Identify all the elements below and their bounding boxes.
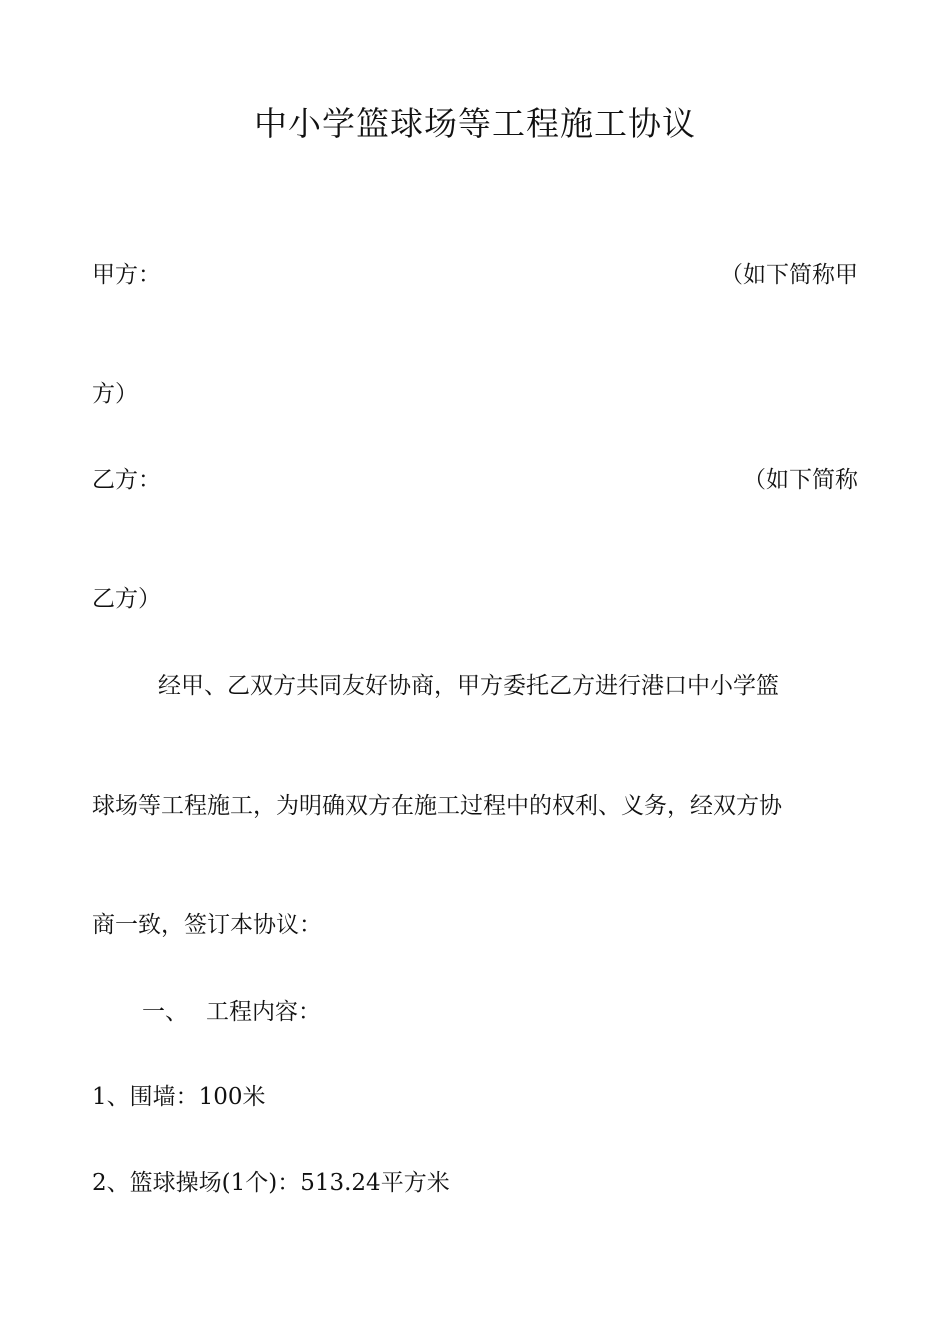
party-b-note-end: 乙方） [92, 586, 161, 612]
party-a-note-end: 方） [92, 381, 138, 407]
party-b-label: 乙方： [92, 467, 161, 493]
party-b-note-start: （如下简称 [743, 467, 858, 493]
list-item-2: 2、篮球操场(1个)：513.24平方米 [92, 1170, 450, 1196]
intro-paragraph-line-1: 经甲、乙双方共同友好协商，甲方委托乙方进行港口中小学篮 [158, 673, 779, 699]
intro-paragraph-line-3: 商一致，签订本协议： [92, 912, 322, 938]
section-1-number: 一、 [142, 999, 188, 1025]
document-title: 中小学篮球场等工程施工协议 [254, 104, 696, 143]
party-a-label: 甲方： [92, 262, 161, 288]
party-a-note-start: （如下简称甲 [720, 262, 858, 288]
intro-paragraph-line-2: 球场等工程施工，为明确双方在施工过程中的权利、义务，经双方协 [92, 793, 782, 819]
section-1-title: 工程内容： [206, 999, 321, 1025]
list-item-1: 1、围墙：100米 [92, 1084, 266, 1110]
